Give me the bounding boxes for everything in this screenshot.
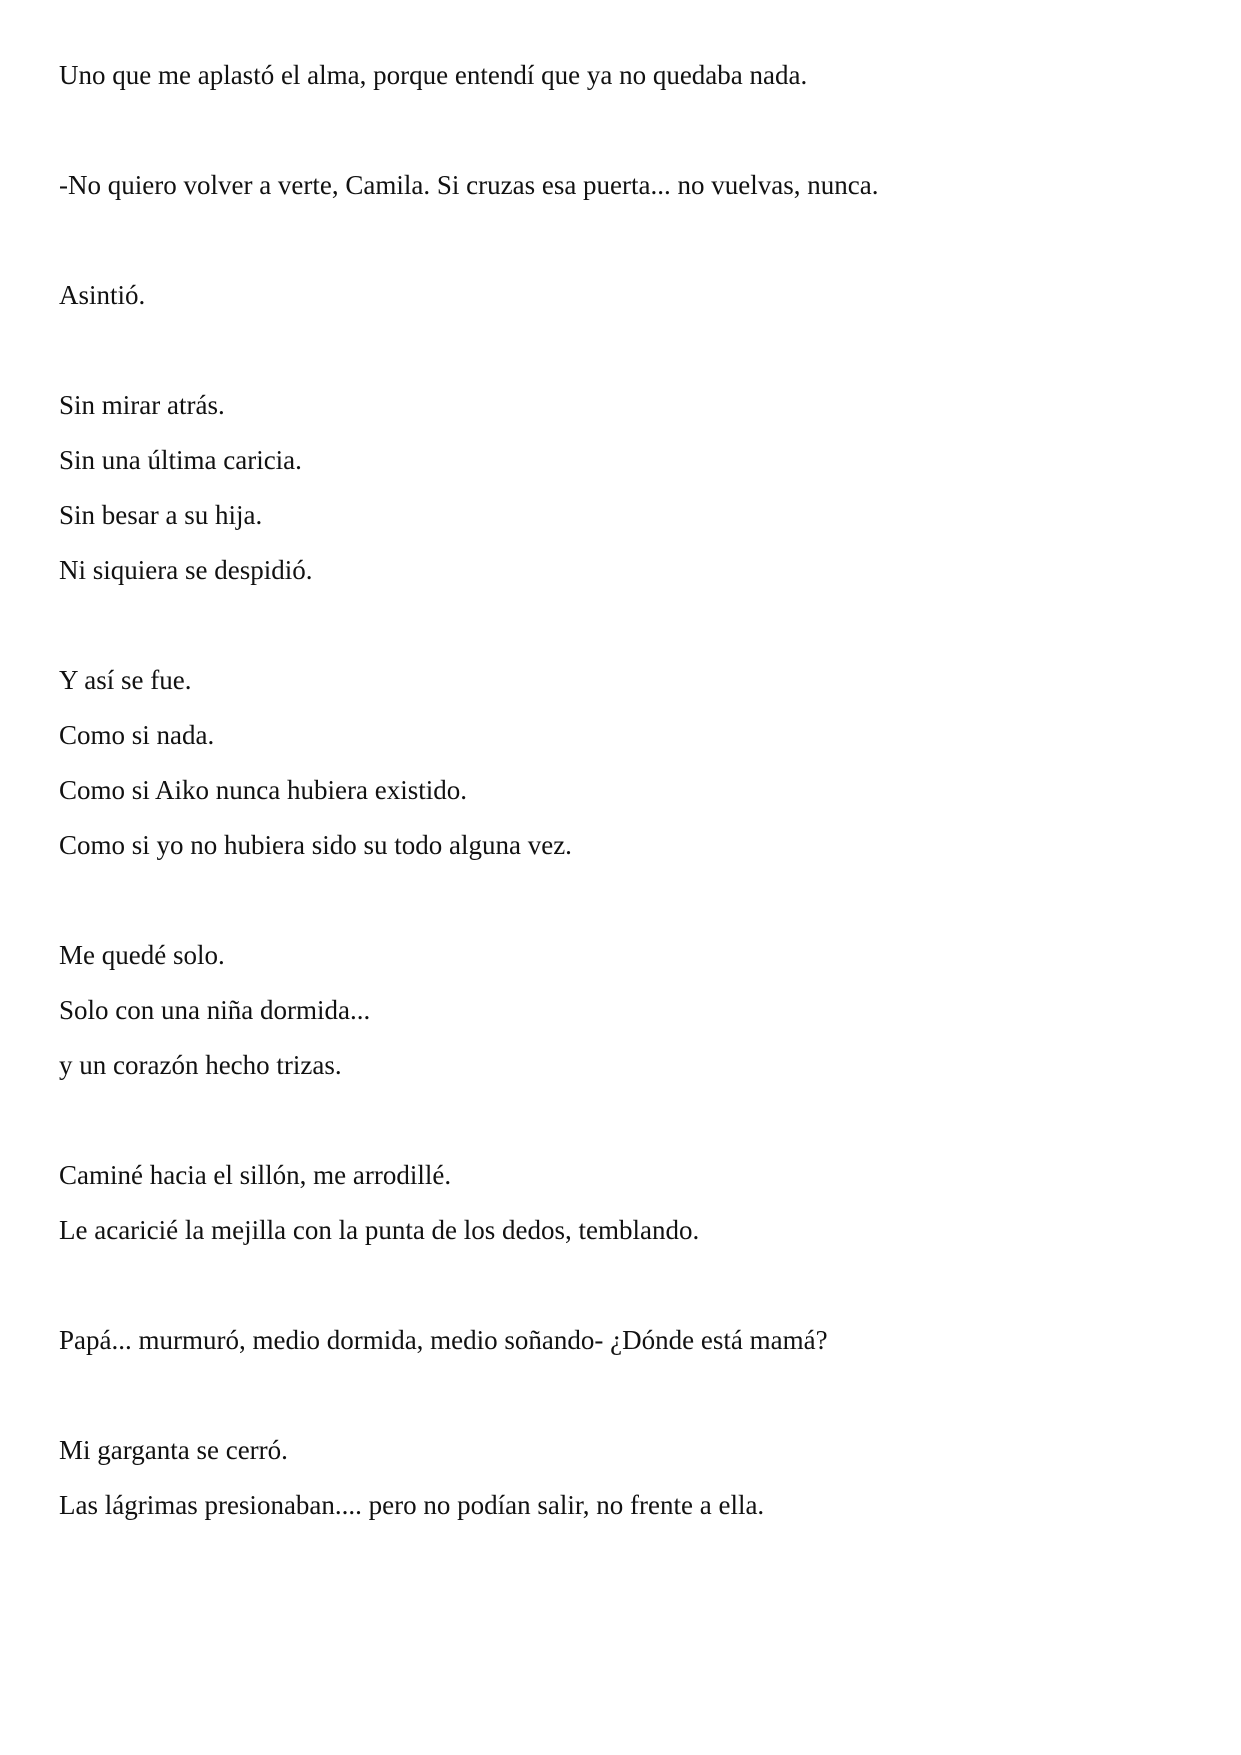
paragraph-line: Como si yo no hubiera sido su todo alguna vez.	[59, 830, 572, 860]
paragraph-line: Le acaricié la mejilla con la punta de los dedos, temblando.	[59, 1215, 700, 1245]
paragraph-line: Y así se fue.	[59, 665, 192, 695]
paragraph-line: Sin una última caricia.	[59, 445, 302, 475]
paragraph-line: -No quiero volver a verte, Camila. Si cruzas esa puerta... no vuelvas, nunca.	[59, 170, 879, 200]
paragraph-line: Ni siquiera se despidió.	[59, 555, 313, 585]
paragraph-line: Papá... murmuró, medio dormida, medio soñando- ¿Dónde está mamá?	[59, 1325, 828, 1355]
paragraph-line: Mi garganta se cerró.	[59, 1435, 288, 1465]
paragraph-line: y un corazón hecho trizas.	[59, 1050, 342, 1080]
paragraph-line: Sin mirar atrás.	[59, 390, 225, 420]
paragraph-line: Solo con una niña dormida...	[59, 995, 371, 1025]
paragraph-line: Como si Aiko nunca hubiera existido.	[59, 775, 467, 805]
paragraph-line: Sin besar a su hija.	[59, 500, 263, 530]
paragraph-line: Caminé hacia el sillón, me arrodillé.	[59, 1160, 452, 1190]
paragraph-line: Las lágrimas presionaban.... pero no podían salir, no frente a ella.	[59, 1490, 765, 1520]
paragraph-line: Asintió.	[59, 280, 146, 310]
paragraph-line: Uno que me aplastó el alma, porque entendí que ya no quedaba nada.	[59, 60, 808, 90]
paragraph-line: Me quedé solo.	[59, 940, 225, 970]
paragraph-line: Como si nada.	[59, 720, 215, 750]
